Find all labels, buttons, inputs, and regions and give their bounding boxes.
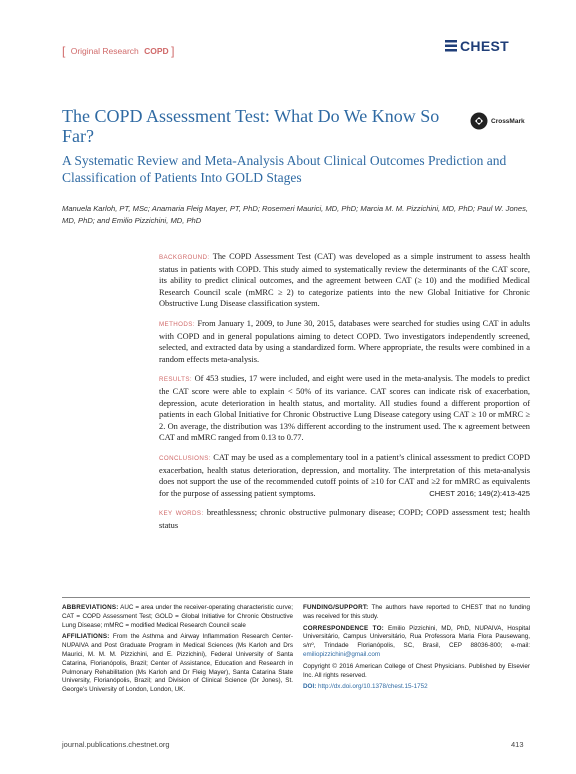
methods-text: From January 1, 2009, to June 30, 2015, databases were searched for studies using CAT in adults with COPD and in general populations aiming to detect COPD. Two investigators independently screened, selected, and extracted data by using a standardized form. Where appropriate, the results were combined in a random effects meta-analysis.	[159, 318, 530, 364]
email-link[interactable]: emiliopizzichini@gmail.com	[303, 650, 381, 658]
article-title: The COPD Assessment Test: What Do We Know So Far?	[62, 106, 440, 146]
correspondence	[303, 625, 530, 660]
abbreviations-text: AUC = area under the receiver-operating characteristic curve; CAT = COPD Assessment Test; GOLD = Global Initiative for Chronic Obstructive Lung Disease; mMRC = modified Medical Research Council scale	[62, 604, 294, 629]
article-subtitle: A Systematic Review and Meta-Analysis About Clinical Outcomes Prediction and Classification of Patients Into GOLD Stages	[62, 153, 507, 185]
page-number: 413	[511, 740, 524, 749]
section-label: Original Research	[70, 46, 139, 56]
keywords-label: KEY WORDS:	[159, 510, 204, 518]
correspondence-label: CORRESPONDENCE TO:	[303, 624, 384, 632]
keywords-text: breathlessness; chronic obstructive pulmonary disease; COPD; COPD assessment test; health status	[159, 508, 530, 530]
methods-label: METHODS:	[159, 320, 195, 328]
crossmark-icon	[470, 112, 488, 130]
funding	[303, 604, 530, 622]
correspondence-text: Emilio Pizzichini, MD, PhD, NUPAIVA, Hospital Universitário, Campus Universitário, Rua Professora Maria Flora Pausewang, s/nº, Trindade Florianópolis, SC, Brasil, CEP 88036-800; e-mail:	[303, 624, 531, 650]
abstract-results	[159, 373, 530, 444]
bracket-close: ]	[171, 44, 175, 58]
author-list: Manuela Karloh, PT, MSc; Anamaria Fleig Mayer, PT, PhD; Rosemeri Maurici, MD, PhD; Marcia M. M. Pizzichini, MD, PhD; Paul W. Jones, MD, PhD; and Emilio Pizzichini, MD, PhD	[62, 204, 529, 225]
abstract-keywords	[159, 507, 530, 531]
abstract-methods	[159, 318, 530, 365]
citation: CHEST 2016; 149(2):413-425	[429, 488, 530, 498]
conclusions-text: CAT may be used as a complementary tool in a patient’s clinical assessment to predict COPD exacerbation, health status deterioration, depression, and mortality. The interpretation of this meta-analysis does not support the use of the recommended cutoff points of ≥10 for CAT and ≥2 for mMRC as equivalents for the purpose of assessing patient symptoms.	[159, 452, 531, 498]
abstract	[159, 251, 530, 539]
crossmark-badge[interactable]	[470, 112, 525, 130]
footnote-divider	[62, 597, 530, 598]
abstract-conclusions	[159, 452, 530, 499]
results-label: RESULTS:	[159, 376, 192, 384]
abstract-background	[159, 251, 530, 310]
doi-label: DOI:	[303, 683, 317, 691]
conclusions-label: CONCLUSIONS:	[159, 454, 211, 462]
funding-text: The authors have reported to CHEST that no funding was received for this study.	[303, 604, 530, 620]
abbreviations	[62, 604, 293, 630]
background-label: BACKGROUND:	[159, 254, 210, 261]
footnotes-left	[62, 604, 293, 698]
funding-label: FUNDING/SUPPORT:	[303, 604, 369, 611]
background-text: The COPD Assessment Test (CAT) was developed as a simple instrument to assess health status in patients with COPD. This study aimed to systematically review the determinants of the CAT score, its ability to predict clinical outcomes, and the agreement between CAT (≥ 10) and the modified Medical Research Council scale (mMRC ≥ 2) to categorize patients into the new Global Initiative for Chronic Obstructive Lung Disease classification system.	[159, 252, 531, 309]
footer-url[interactable]: journal.publications.chestnet.org	[62, 740, 170, 749]
topic-label: COPD	[144, 46, 169, 56]
affiliations-label: AFFILIATIONS:	[62, 633, 110, 641]
chest-logo	[445, 38, 509, 54]
doi-link[interactable]: http://dx.doi.org/10.1378/chest.15-1752	[318, 683, 428, 691]
abbreviations-label: ABBREVIATIONS:	[62, 604, 119, 611]
footnotes-right	[303, 604, 530, 695]
copyright: Copyright © 2016 American College of Chest Physicians. Published by Elsevier Inc. All rights reserved.	[303, 662, 530, 679]
affiliations-text: From the Asthma and Airway Inflammation Research Center-NUPAIVA and Post Graduate Program in Medical Sciences (Ms Karloh and Drs Maurici, M. M. M. Pizzichini, and E. Pizzichini), Federal University of Santa Catarina, Florianópolis, Brazil; Center of Assistance, Education and Research in Pulmonary Rehabilitation (Ms Karloh and Dr Fleig Mayer), Santa Catarina State University, Florianópolis, Brazil; and Division of Clinical Science (Dr Jones), St. George’s University of London, London, UK.	[62, 633, 293, 694]
affiliations	[62, 633, 293, 695]
chest-logo-icon	[445, 40, 457, 52]
doi	[303, 683, 530, 692]
crossmark-label: CrossMark	[491, 117, 525, 125]
section-tag	[62, 43, 174, 57]
bracket-open: [	[62, 44, 66, 58]
results-text: Of 453 studies, 17 were included, and eight were used in the meta-analysis. The models to predict the CAT score were able to explain < 50% of its variance. CAT scores can indicate risk of exacerbation, depression, acute deterioration in health status, and mortality. All studies found a different proportion of patients in each Global Initiative for Chronic Obstructive Lung Disease category using CAT ≥ 10 or mMRC ≥ 2. On average, the distribution was 13% different according to the instrument used. The κ agreement between CAT and mMRC ranged from 0.13 to 0.77.	[159, 374, 530, 443]
chest-logo-text: CHEST	[460, 38, 509, 54]
